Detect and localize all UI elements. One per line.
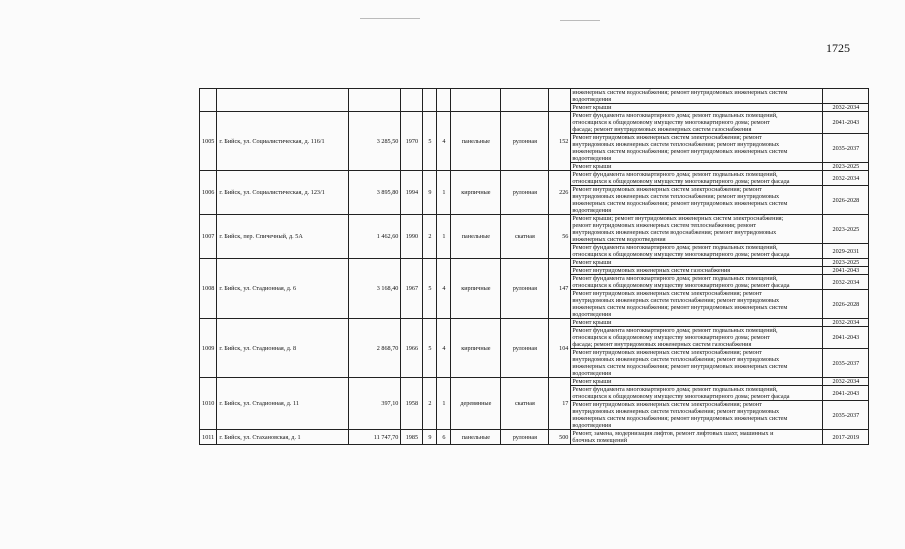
year-cell: 1958 bbox=[401, 378, 423, 430]
roof-type-cell: рулонная bbox=[501, 259, 549, 319]
work-description: Ремонт фундамента многоквартирного дома; ремонт подвальных помещений, относящихся к общедомовому имуществу многоквартирного дома; ремонт фасада bbox=[571, 171, 823, 186]
work-description: Ремонт внутридомовых инженерных систем газоснабжения bbox=[571, 267, 823, 275]
entrances-cell: 4 bbox=[437, 319, 451, 378]
table-row bbox=[200, 89, 869, 104]
row-number: 1008 bbox=[200, 259, 217, 319]
empty-cell bbox=[401, 89, 423, 112]
walls-material-cell: панельные bbox=[451, 112, 501, 171]
area-cell: 11 747,70 bbox=[349, 430, 401, 445]
year-cell: 1966 bbox=[401, 319, 423, 378]
year-cell: 1990 bbox=[401, 215, 423, 259]
address-cell: г. Бийск, ул. Стадионная, д. 6 bbox=[217, 259, 349, 319]
address-cell: г. Бийск, ул. Стадионная, д. 8 bbox=[217, 319, 349, 378]
year-cell: 1994 bbox=[401, 171, 423, 215]
roof-type-cell: скатная bbox=[501, 378, 549, 430]
empty-cell bbox=[349, 89, 401, 112]
address-cell: г. Бийск, пер. Спичечный, д. 5А bbox=[217, 215, 349, 259]
walls-material-cell: деревянные bbox=[451, 378, 501, 430]
area-cell: 2 868,70 bbox=[349, 319, 401, 378]
work-description: инженерных систем водоснабжения; ремонт внутридомовых инженерных систем водоотведения bbox=[571, 89, 823, 104]
work-description: Ремонт крыши; ремонт внутридомовых инженерных систем электроснабжения; ремонт внутридомовых инженерных систем теплоснабжения; ремонт внутридомовых инженерных систем водоснабжения; ремонт внутридомовых инженерных систем водоотведения bbox=[571, 215, 823, 244]
page-number: 1725 bbox=[826, 41, 850, 55]
work-period bbox=[823, 89, 869, 104]
work-description: Ремонт крыши bbox=[571, 259, 823, 267]
walls-material-cell: кирпичные bbox=[451, 259, 501, 319]
floors-cell: 5 bbox=[423, 112, 437, 171]
area-cell: 3 895,80 bbox=[349, 171, 401, 215]
residents-cell: 56 bbox=[549, 215, 571, 259]
address-cell: г. Бийск, ул. Социалистическая, д. 123/1 bbox=[217, 171, 349, 215]
roof-type-cell: рулонная bbox=[501, 430, 549, 445]
residents-cell: 104 bbox=[549, 319, 571, 378]
empty-cell bbox=[437, 89, 451, 112]
entrances-cell: 1 bbox=[437, 215, 451, 259]
work-period: 2023-2025 bbox=[823, 259, 869, 267]
work-description: Ремонт крыши bbox=[571, 378, 823, 386]
table-row bbox=[200, 112, 869, 134]
table-row bbox=[200, 259, 869, 267]
walls-material-cell: кирпичные bbox=[451, 319, 501, 378]
area-cell: 397,10 bbox=[349, 378, 401, 430]
empty-cell bbox=[217, 89, 349, 112]
entrances-cell: 6 bbox=[437, 430, 451, 445]
table-row bbox=[200, 319, 869, 327]
work-period: 2041-2043 bbox=[823, 112, 869, 134]
work-period: 2041-2043 bbox=[823, 327, 869, 349]
table-row bbox=[200, 215, 869, 244]
scan-artifact bbox=[560, 20, 600, 21]
walls-material-cell: кирпичные bbox=[451, 171, 501, 215]
work-period: 2017-2019 bbox=[823, 430, 869, 445]
row-number: 1009 bbox=[200, 319, 217, 378]
work-description: Ремонт фундамента многоквартирного дома; ремонт подвальных помещений, относящихся к общедомовому имуществу многоквартирного дома; ремонт фасада bbox=[571, 244, 823, 259]
work-description: Ремонт внутридомовых инженерных систем электроснабжения; ремонт внутридомовых инженерных систем теплоснабжения; ремонт внутридомовых инженерных систем водоснабжения; ремонт внутридомовых инженерных систем водоотведения bbox=[571, 134, 823, 163]
year-cell: 1970 bbox=[401, 112, 423, 171]
entrances-cell: 1 bbox=[437, 171, 451, 215]
work-description: Ремонт внутридомовых инженерных систем электроснабжения; ремонт внутридомовых инженерных систем теплоснабжения; ремонт внутридомовых инженерных систем водоснабжения; ремонт внутридомовых инженерных систем водоотведения bbox=[571, 290, 823, 319]
work-period: 2023-2025 bbox=[823, 215, 869, 244]
table-row bbox=[200, 171, 869, 186]
residents-cell: 147 bbox=[549, 259, 571, 319]
roof-type-cell: рулонная bbox=[501, 112, 549, 171]
residents-cell: 152 bbox=[549, 112, 571, 171]
address-cell: г. Бийск, ул. Социалистическая, д. 116/1 bbox=[217, 112, 349, 171]
row-number: 1007 bbox=[200, 215, 217, 259]
year-cell: 1967 bbox=[401, 259, 423, 319]
work-period: 2032-2034 bbox=[823, 104, 869, 112]
row-number: 1005 bbox=[200, 112, 217, 171]
work-period: 2035-2037 bbox=[823, 401, 869, 430]
work-description: Ремонт крыши bbox=[571, 319, 823, 327]
roof-type-cell: скатная bbox=[501, 215, 549, 259]
work-description: Ремонт фундамента многоквартирного дома; ремонт подвальных помещений, относящихся к общедомовому имуществу многоквартирного дома; ремонт фасада; ремонт внутридомовых инженерных систем газоснабжения bbox=[571, 327, 823, 349]
work-period: 2032-2034 bbox=[823, 378, 869, 386]
walls-material-cell: панельные bbox=[451, 215, 501, 259]
empty-cell bbox=[423, 89, 437, 112]
residents-cell: 226 bbox=[549, 171, 571, 215]
work-period: 2035-2037 bbox=[823, 349, 869, 378]
work-period: 2041-2043 bbox=[823, 267, 869, 275]
floors-cell: 9 bbox=[423, 171, 437, 215]
table-body bbox=[200, 89, 869, 445]
table-row bbox=[200, 378, 869, 386]
work-description: Ремонт фундамента многоквартирного дома; ремонт подвальных помещений, относящихся к общедомовому имуществу многоквартирного дома; ремонт фасада; ремонт внутридомовых инженерных систем газоснабжения bbox=[571, 112, 823, 134]
address-cell: г. Бийск, ул. Стахановская, д. 1 bbox=[217, 430, 349, 445]
floors-cell: 9 bbox=[423, 430, 437, 445]
work-description: Ремонт крыши bbox=[571, 104, 823, 112]
work-period: 2023-2025 bbox=[823, 163, 869, 171]
row-number: 1006 bbox=[200, 171, 217, 215]
work-period: 2041-2043 bbox=[823, 386, 869, 401]
work-description: Ремонт внутридомовых инженерных систем электроснабжения; ремонт внутридомовых инженерных систем теплоснабжения; ремонт внутридомовых инженерных систем водоснабжения; ремонт внутридомовых инженерных систем водоотведения bbox=[571, 349, 823, 378]
floors-cell: 2 bbox=[423, 378, 437, 430]
year-cell: 1985 bbox=[401, 430, 423, 445]
floors-cell: 5 bbox=[423, 259, 437, 319]
table-row bbox=[200, 430, 869, 445]
area-cell: 3 285,50 bbox=[349, 112, 401, 171]
work-description: Ремонт крыши bbox=[571, 163, 823, 171]
address-cell: г. Бийск, ул. Стадионная, д. 11 bbox=[217, 378, 349, 430]
roof-type-cell: рулонная bbox=[501, 171, 549, 215]
floors-cell: 2 bbox=[423, 215, 437, 259]
work-period: 2026-2028 bbox=[823, 186, 869, 215]
work-period: 2032-2034 bbox=[823, 319, 869, 327]
work-description: Ремонт фундамента многоквартирного дома; ремонт подвальных помещений, относящихся к общедомовому имуществу многоквартирного дома; ремонт фасада bbox=[571, 275, 823, 290]
work-description: Ремонт внутридомовых инженерных систем электроснабжения; ремонт внутридомовых инженерных систем теплоснабжения; ремонт внутридомовых инженерных систем водоснабжения; ремонт внутридомовых инженерных систем водоотведения bbox=[571, 186, 823, 215]
walls-material-cell: панельные bbox=[451, 430, 501, 445]
empty-cell bbox=[501, 89, 549, 112]
work-period: 2032-2034 bbox=[823, 171, 869, 186]
area-cell: 3 168,40 bbox=[349, 259, 401, 319]
work-period: 2029-2031 bbox=[823, 244, 869, 259]
work-description: Ремонт внутридомовых инженерных систем электроснабжения; ремонт внутридомовых инженерных систем теплоснабжения; ремонт внутридомовых инженерных систем водоснабжения; ремонт внутридомовых инженерных систем водоотведения bbox=[571, 401, 823, 430]
work-period: 2035-2037 bbox=[823, 134, 869, 163]
housing-program-table-wrapper bbox=[199, 88, 869, 445]
residents-cell: 17 bbox=[549, 378, 571, 430]
work-period: 2032-2034 bbox=[823, 275, 869, 290]
row-number: 1010 bbox=[200, 378, 217, 430]
scan-artifact bbox=[360, 18, 420, 19]
entrances-cell: 1 bbox=[437, 378, 451, 430]
work-description: Ремонт фундамента многоквартирного дома; ремонт подвальных помещений, относящихся к общедомовому имуществу многоквартирного дома; ремонт фасада bbox=[571, 386, 823, 401]
floors-cell: 5 bbox=[423, 319, 437, 378]
area-cell: 1 462,60 bbox=[349, 215, 401, 259]
roof-type-cell: рулонная bbox=[501, 319, 549, 378]
empty-cell bbox=[200, 89, 217, 112]
work-period: 2026-2028 bbox=[823, 290, 869, 319]
residents-cell: 500 bbox=[549, 430, 571, 445]
row-number: 1011 bbox=[200, 430, 217, 445]
work-description: Ремонт, замена, модернизация лифтов, ремонт лифтовых шахт, машинных и блочных помещений bbox=[571, 430, 823, 445]
entrances-cell: 4 bbox=[437, 259, 451, 319]
housing-program-table bbox=[199, 88, 869, 445]
empty-cell bbox=[451, 89, 501, 112]
empty-cell bbox=[549, 89, 571, 112]
entrances-cell: 4 bbox=[437, 112, 451, 171]
